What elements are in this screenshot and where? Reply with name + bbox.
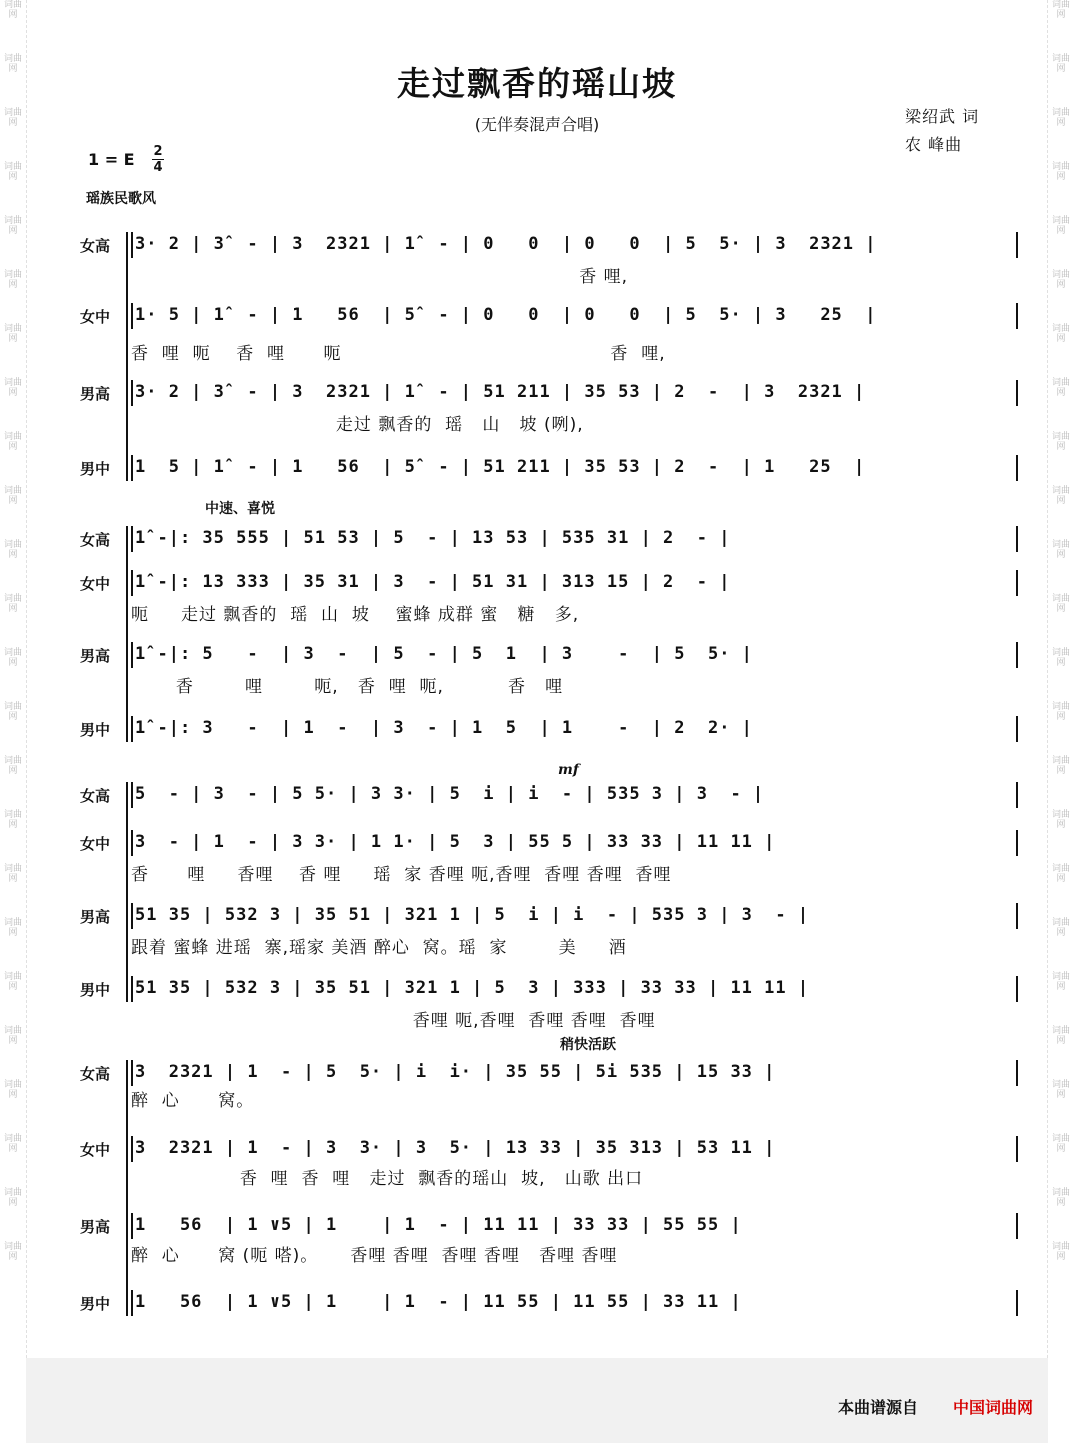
staff-start-bar bbox=[131, 903, 133, 929]
watermark-gap bbox=[1048, 778, 1074, 808]
staff-start-bar bbox=[131, 830, 133, 856]
staff-start-bar bbox=[131, 526, 133, 552]
staff-start-bar bbox=[131, 1060, 133, 1086]
tempo-marking-2: 稍快活跃 bbox=[560, 1037, 616, 1053]
watermark-text: 词曲网 bbox=[3, 486, 22, 506]
staff-start-bar bbox=[131, 1213, 133, 1239]
voice-label: 女中 bbox=[80, 1141, 111, 1159]
song-title: 走过飘香的瑶山坡 bbox=[397, 64, 677, 103]
watermark-gap bbox=[1048, 508, 1074, 538]
watermark-gap bbox=[0, 940, 26, 970]
staff-start-bar bbox=[131, 455, 133, 481]
watermark-text: 词曲网 bbox=[3, 162, 22, 182]
system-brace bbox=[126, 526, 128, 742]
watermark-text: 词曲网 bbox=[1051, 378, 1070, 398]
voice-label: 男高 bbox=[80, 1218, 111, 1236]
notation-line: 3 2321 | 1 - | 5 5· | i i· | 35 55 | 5i 535 | 15 33 | bbox=[135, 1062, 776, 1082]
staff-row bbox=[131, 380, 1014, 406]
watermark-gap bbox=[1048, 940, 1074, 970]
watermark-gap bbox=[0, 292, 26, 322]
notation-line: 1̂ -|: 35 555 | 51 53 | 5 - | 13 53 | 535 31 | 2 - | bbox=[135, 528, 731, 548]
voice-label: 女中 bbox=[80, 835, 111, 853]
watermark-text: 词曲网 bbox=[1051, 864, 1070, 884]
notation-line: 1 5 | 1̂ - | 1 56 | 5̂ - | 51 211 | 35 53 | 2 - | 1 25 | bbox=[135, 457, 866, 477]
staff-start-bar bbox=[131, 782, 133, 808]
staff-end-bar bbox=[1016, 380, 1018, 406]
watermark-gap bbox=[1048, 238, 1074, 268]
staff-row bbox=[131, 642, 1014, 668]
watermark-gap bbox=[0, 670, 26, 700]
staff-start-bar bbox=[131, 570, 133, 596]
watermark-text: 词曲网 bbox=[3, 432, 22, 452]
voice-label: 男高 bbox=[80, 385, 111, 403]
watermark-gap bbox=[0, 1156, 26, 1186]
watermark-gap bbox=[0, 832, 26, 862]
staff-row bbox=[131, 782, 1014, 808]
watermark-gap bbox=[0, 454, 26, 484]
watermark-gap bbox=[1048, 886, 1074, 916]
staff-end-bar bbox=[1016, 830, 1018, 856]
watermark-gap bbox=[0, 1048, 26, 1078]
watermark-text: 词曲网 bbox=[3, 540, 22, 560]
watermark-gap bbox=[0, 562, 26, 592]
voice-label: 女中 bbox=[80, 575, 111, 593]
notation-line: 51 35 | 532 3 | 35 51 | 321 1 | 5 3 | 333 | 33 33 | 11 11 | bbox=[135, 978, 810, 998]
watermark-text: 词曲网 bbox=[3, 216, 22, 236]
watermark-gap bbox=[1048, 400, 1074, 430]
watermark-text: 词曲网 bbox=[3, 1188, 22, 1208]
watermark-text: 词曲网 bbox=[3, 702, 22, 722]
staff-row bbox=[131, 526, 1014, 552]
watermark-gap bbox=[1048, 1156, 1074, 1186]
watermark-text: 词曲网 bbox=[1051, 108, 1070, 128]
watermark-text: 词曲网 bbox=[3, 54, 22, 74]
watermark-gap bbox=[1048, 292, 1074, 322]
staff-start-bar bbox=[131, 716, 133, 742]
watermark-text: 词曲网 bbox=[3, 324, 22, 344]
watermark-gap bbox=[0, 1264, 26, 1294]
lyric-line: 香哩 呃,香哩 香哩 香哩 香哩 bbox=[131, 1011, 656, 1031]
notation-line: 1 56 | 1 ∨5 | 1 | 1 - | 11 55 | 11 55 | 33 11 | bbox=[135, 1292, 742, 1312]
watermark-gap bbox=[0, 994, 26, 1024]
watermark-text: 词曲网 bbox=[3, 108, 22, 128]
watermark-gap bbox=[0, 508, 26, 538]
style-marking: 瑶族民歌风 bbox=[86, 191, 156, 207]
watermark-gap bbox=[0, 22, 26, 52]
watermark-gap bbox=[1048, 994, 1074, 1024]
watermark-text: 词曲网 bbox=[1051, 702, 1070, 722]
watermark-strip-right bbox=[1047, 0, 1074, 1443]
watermark-gap bbox=[0, 724, 26, 754]
notation-line: 3· 2 | 3̂ - | 3 2321 | 1̂ - | 51 211 | 35 53 | 2 - | 3 2321 | bbox=[135, 382, 866, 402]
notation-line: 1 56 | 1 ∨5 | 1 | 1 - | 11 11 | 33 33 | 55 55 | bbox=[135, 1215, 742, 1235]
system-brace bbox=[126, 782, 128, 1002]
notation-line: 3· 2 | 3̂ - | 3 2321 | 1̂ - | 0 0 | 0 0 | 5 5· | 3 2321 | bbox=[135, 234, 877, 254]
notation-line: 3 - | 1 - | 3 3· | 1 1· | 5 3 | 55 5 | 33 33 | 11 11 | bbox=[135, 832, 776, 852]
source-label: 本曲谱源自 bbox=[838, 1398, 919, 1417]
voice-label: 女高 bbox=[80, 1065, 111, 1083]
watermark-text: 词曲网 bbox=[3, 648, 22, 668]
staff-start-bar bbox=[131, 642, 133, 668]
watermark-text: 词曲网 bbox=[3, 1134, 22, 1154]
watermark-strip-left bbox=[0, 0, 27, 1443]
staff-row bbox=[131, 1136, 1014, 1162]
staff-row bbox=[131, 455, 1014, 481]
composer-credit: 农 峰曲 bbox=[905, 135, 963, 154]
watermark-text: 词曲网 bbox=[1051, 648, 1070, 668]
voice-label: 男中 bbox=[80, 721, 111, 739]
key-signature: 1 = E bbox=[88, 150, 135, 169]
system-brace bbox=[126, 232, 128, 481]
dynamic-marking: mf bbox=[558, 762, 579, 778]
watermark-text: 词曲网 bbox=[1051, 972, 1070, 992]
watermark-gap bbox=[0, 886, 26, 916]
watermark-text: 词曲网 bbox=[3, 810, 22, 830]
watermark-text: 词曲网 bbox=[1051, 270, 1070, 290]
watermark-gap bbox=[0, 1102, 26, 1132]
staff-start-bar bbox=[131, 380, 133, 406]
system-brace bbox=[126, 1060, 128, 1316]
watermark-gap bbox=[1048, 22, 1074, 52]
staff-row bbox=[131, 303, 1014, 329]
watermark-gap bbox=[1048, 1264, 1074, 1294]
watermark-text: 词曲网 bbox=[1051, 756, 1070, 776]
watermark-text: 词曲网 bbox=[3, 0, 22, 20]
notation-line: 3 2321 | 1 - | 3 3· | 3 5· | 13 33 | 35 313 | 53 11 | bbox=[135, 1138, 776, 1158]
voice-label: 女高 bbox=[80, 787, 111, 805]
staff-row bbox=[131, 976, 1014, 1002]
staff-row bbox=[131, 1213, 1014, 1239]
lyric-line: 香 哩 香哩 香 哩 瑶 家 香哩 呃,香哩 香哩 香哩 香哩 bbox=[131, 865, 672, 885]
staff-end-bar bbox=[1016, 903, 1018, 929]
staff-end-bar bbox=[1016, 1060, 1018, 1086]
watermark-gap bbox=[1048, 616, 1074, 646]
staff-end-bar bbox=[1016, 642, 1018, 668]
notation-line: 51 35 | 532 3 | 35 51 | 321 1 | 5 i | i - | 535 3 | 3 - | bbox=[135, 905, 810, 925]
watermark-text: 词曲网 bbox=[1051, 1242, 1070, 1262]
staff-start-bar bbox=[131, 1136, 133, 1162]
watermark-text: 词曲网 bbox=[3, 270, 22, 290]
watermark-text: 词曲网 bbox=[1051, 1080, 1070, 1100]
voice-label: 女中 bbox=[80, 308, 111, 326]
staff-end-bar bbox=[1016, 232, 1018, 258]
tempo-marking-1: 中速、喜悦 bbox=[205, 501, 275, 517]
voice-label: 男高 bbox=[80, 908, 111, 926]
watermark-gap bbox=[1048, 832, 1074, 862]
lyric-line: 香 哩, bbox=[131, 267, 629, 287]
notation-line: 1̂ -|: 3 - | 1 - | 3 - | 1 5 | 1 - | 2 2· | bbox=[135, 718, 753, 738]
watermark-gap bbox=[0, 400, 26, 430]
staff-start-bar bbox=[131, 303, 133, 329]
song-subtitle: (无伴奏混声合唱) bbox=[474, 115, 600, 134]
lyric-line: 醉 心 窝 (呃 嗒)。 香哩 香哩 香哩 香哩 香哩 香哩 bbox=[131, 1246, 618, 1266]
watermark-gap bbox=[1048, 454, 1074, 484]
watermark-text: 词曲网 bbox=[3, 972, 22, 992]
watermark-gap bbox=[1048, 1102, 1074, 1132]
staff-row bbox=[131, 570, 1014, 596]
time-numerator: 2 bbox=[153, 144, 163, 159]
staff-row bbox=[131, 1290, 1014, 1316]
staff-end-bar bbox=[1016, 782, 1018, 808]
watermark-gap bbox=[1048, 724, 1074, 754]
staff-end-bar bbox=[1016, 526, 1018, 552]
watermark-gap bbox=[0, 184, 26, 214]
staff-start-bar bbox=[131, 232, 133, 258]
watermark-text: 词曲网 bbox=[1051, 1134, 1070, 1154]
watermark-text: 词曲网 bbox=[1051, 216, 1070, 236]
staff-row bbox=[131, 716, 1014, 742]
watermark-text: 词曲网 bbox=[1051, 918, 1070, 938]
watermark-gap bbox=[1048, 562, 1074, 592]
voice-label: 女高 bbox=[80, 531, 111, 549]
lyric-line: 香 哩 香 哩 走过 飘香的瑶山 坡, 山歌 出口 bbox=[131, 1169, 644, 1189]
watermark-text: 词曲网 bbox=[3, 756, 22, 776]
source-site-link[interactable]: 中国词曲网 bbox=[953, 1398, 1034, 1417]
watermark-gap bbox=[0, 238, 26, 268]
lyric-line: 呃 走过 飘香的 瑶 山 坡 蜜蜂 成群 蜜 糖 多, bbox=[131, 605, 580, 625]
voice-label: 男中 bbox=[80, 460, 111, 478]
watermark-text: 词曲网 bbox=[1051, 540, 1070, 560]
staff-end-bar bbox=[1016, 976, 1018, 1002]
voice-label: 男中 bbox=[80, 981, 111, 999]
voice-label: 男高 bbox=[80, 647, 111, 665]
watermark-gap bbox=[1048, 184, 1074, 214]
staff-end-bar bbox=[1016, 716, 1018, 742]
watermark-text: 词曲网 bbox=[3, 378, 22, 398]
staff-row bbox=[131, 903, 1014, 929]
time-signature bbox=[152, 144, 164, 175]
staff-row bbox=[131, 232, 1014, 258]
lyric-line: 走过 飘香的 瑶 山 坡 (咧), bbox=[131, 415, 584, 435]
watermark-text: 词曲网 bbox=[1051, 324, 1070, 344]
staff-end-bar bbox=[1016, 455, 1018, 481]
watermark-gap bbox=[0, 616, 26, 646]
notation-line: 5 - | 3 - | 5 5· | 3 3· | 5 i | i - | 535 3 | 3 - | bbox=[135, 784, 765, 804]
watermark-text: 词曲网 bbox=[3, 594, 22, 614]
watermark-text: 词曲网 bbox=[3, 918, 22, 938]
notation-line: 1̂ -|: 13 333 | 35 31 | 3 - | 51 31 | 313 15 | 2 - | bbox=[135, 572, 731, 592]
lyric-line: 香 哩 呃 香 哩 呃 香 哩, bbox=[131, 344, 666, 364]
watermark-text: 词曲网 bbox=[1051, 1026, 1070, 1046]
lyric-line: 跟着 蜜蜂 进瑶 寨,瑶家 美酒 醉心 窝。瑶 家 美 酒 bbox=[131, 938, 627, 958]
staff-row bbox=[131, 830, 1014, 856]
watermark-text: 词曲网 bbox=[1051, 594, 1070, 614]
staff-start-bar bbox=[131, 1290, 133, 1316]
staff-start-bar bbox=[131, 976, 133, 1002]
watermark-gap bbox=[1048, 670, 1074, 700]
watermark-text: 词曲网 bbox=[1051, 1188, 1070, 1208]
watermark-text: 词曲网 bbox=[1051, 162, 1070, 182]
notation-line: 1̂ -|: 5 - | 3 - | 5 - | 5 1 | 3 - | 5 5· | bbox=[135, 644, 753, 664]
lyric-line: 醉 心 窝。 bbox=[131, 1091, 255, 1111]
staff-end-bar bbox=[1016, 1213, 1018, 1239]
watermark-text: 词曲网 bbox=[3, 864, 22, 884]
watermark-text: 词曲网 bbox=[1051, 486, 1070, 506]
staff-end-bar bbox=[1016, 1290, 1018, 1316]
watermark-text: 词曲网 bbox=[3, 1242, 22, 1262]
watermark-gap bbox=[1048, 346, 1074, 376]
watermark-gap bbox=[0, 1210, 26, 1240]
watermark-text: 词曲网 bbox=[1051, 432, 1070, 452]
watermark-text: 词曲网 bbox=[1051, 0, 1070, 20]
staff-end-bar bbox=[1016, 1136, 1018, 1162]
watermark-gap bbox=[1048, 1048, 1074, 1078]
voice-label: 男中 bbox=[80, 1295, 111, 1313]
watermark-gap bbox=[0, 346, 26, 376]
notation-line: 1· 5 | 1̂ - | 1 56 | 5̂ - | 0 0 | 0 0 | 5 5· | 3 25 | bbox=[135, 305, 877, 325]
voice-label: 女高 bbox=[80, 237, 111, 255]
watermark-gap bbox=[0, 778, 26, 808]
lyricist-credit: 梁绍武 词 bbox=[905, 107, 980, 126]
watermark-gap bbox=[1048, 1210, 1074, 1240]
watermark-text: 词曲网 bbox=[3, 1080, 22, 1100]
staff-row bbox=[131, 1060, 1014, 1086]
staff-end-bar bbox=[1016, 303, 1018, 329]
staff-end-bar bbox=[1016, 570, 1018, 596]
time-denominator: 4 bbox=[153, 160, 163, 175]
watermark-text: 词曲网 bbox=[3, 1026, 22, 1046]
watermark-text: 词曲网 bbox=[1051, 810, 1070, 830]
lyric-line: 香 哩 呃, 香 哩 呃, 香 哩 bbox=[131, 677, 564, 697]
watermark-text: 词曲网 bbox=[1051, 54, 1070, 74]
